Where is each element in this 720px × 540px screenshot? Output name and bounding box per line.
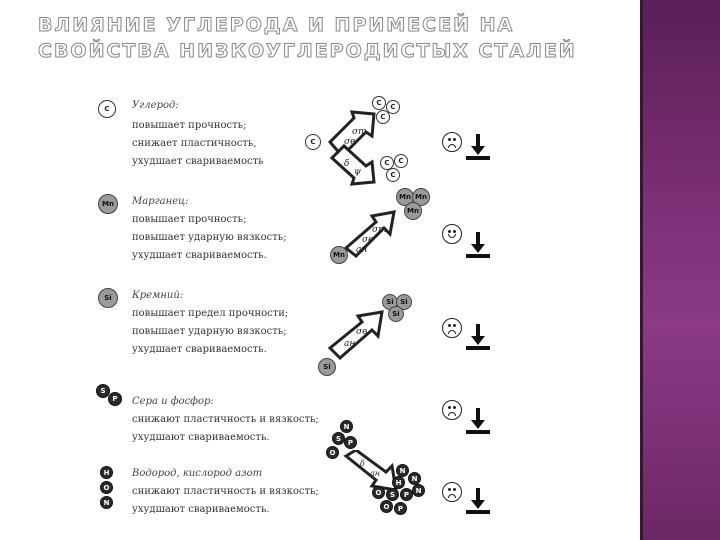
sulfur-symbol: S [335,434,342,443]
oxygen-symbol: O [383,502,390,511]
hon-name: Водород, кислород азот [132,468,263,479]
silicon-symbol: Si [400,298,408,306]
phosphorus-atom-icon [108,392,122,406]
carbon-line-1: повышает прочность; [132,120,247,131]
sulfur-symbol: S [100,387,106,395]
arrow-label-sv: σв [362,235,374,245]
silicon-symbol: Si [323,363,331,371]
phosphorus-atom-icon [344,436,357,449]
hon-line-1: снижают пластичность и вязкость; [132,486,319,497]
silicon-symbol: Si [104,294,112,302]
nitrogen-atom-icon [412,484,425,497]
nitrogen-symbol: N [343,422,350,431]
carbon-symbol: C [380,113,386,121]
arrow-label-delta: δ [360,459,365,468]
carbon-atom-icon [394,154,408,168]
carbon-atom-icon [305,134,321,150]
hydrogen-symbol: H [395,478,402,487]
sulfur-atom-icon [386,488,399,501]
manganese-row [90,188,520,278]
silicon-symbol: Si [392,310,400,318]
phosphorus-symbol: P [112,395,118,403]
title-line-2: СВОЙСТВА НИЗКОУГЛЕРОДИСТЫХ СТАЛЕЙ [38,40,577,62]
oxygen-atom-icon [380,500,393,513]
oxygen-symbol: O [329,448,336,457]
carbon-atom-icon [386,168,400,182]
nitrogen-symbol: N [415,486,422,495]
nitrogen-atom-icon [100,496,113,509]
sulfur-phosphorus-row [90,384,520,460]
carbon-atom-icon [98,100,116,118]
silicon-atom-icon [388,306,404,322]
arrow-label-sv: σв [344,137,356,147]
down-arrow-icon [466,488,490,514]
phosphorus-atom-icon [394,502,407,515]
silicon-line-2: повышает ударную вязкость; [132,326,287,337]
silicon-atom-icon [98,288,118,308]
oxygen-atom-icon [372,486,385,499]
silicon-name: Кремний: [132,290,184,301]
arrow-label-an: aн [370,469,381,478]
arrow-label-st: σт [372,225,387,235]
nitrogen-symbol: N [103,498,110,507]
carbon-atom-icon [376,110,390,124]
carbon-line-2: снижает пластичность, [132,138,257,149]
carbon-symbol: C [104,105,110,113]
nitrogen-atom-icon [340,420,353,433]
carbon-symbol: C [310,138,316,146]
manganese-line-2: повышает ударную вязкость; [132,232,287,243]
manganese-symbol: Mn [399,193,411,201]
manganese-atom-icon [330,246,348,264]
sad-face-icon [442,400,462,420]
sad-face-icon [442,318,462,338]
oxygen-symbol: O [103,483,110,492]
nitrogen-symbol: N [411,474,418,483]
down-arrow-icon [466,324,490,350]
carbon-symbol: C [390,171,396,179]
down-arrow-icon [466,232,490,258]
sad-face-icon [442,132,462,152]
hon-line-2: ухудшают свариваемость. [132,504,270,515]
sulfur-symbol: S [389,490,396,499]
scanned-figure [90,88,520,528]
slide-title [38,12,598,64]
sp-name: Сера и фосфор: [132,396,214,407]
hydrogen-atom-icon [100,466,113,479]
silicon-line-1: повышает предел прочности; [132,308,289,319]
manganese-name: Марганец: [132,196,189,207]
hydrogen-atom-icon [392,476,405,489]
hon-row [90,459,520,528]
phosphorus-symbol: P [397,504,404,513]
manganese-line-1: повышает прочность; [132,214,247,225]
arrow-label-an: aн [344,339,356,349]
manganese-atom-icon [98,194,118,214]
carbon-atom-icon [372,96,386,110]
carbon-symbol: C [398,157,404,165]
manganese-symbol: Mn [102,200,114,208]
carbon-line-3: ухудшает свариваемость [132,156,264,167]
up-arrow-icon [342,208,398,258]
phosphorus-symbol: P [403,490,410,499]
title-line-1: ВЛИЯНИЕ УГЛЕРОДА И ПРИМЕСЕЙ НА [38,14,515,36]
down-arrow-icon [466,134,490,160]
arrow-label-st: σт [352,127,367,137]
manganese-symbol: Mn [415,193,427,201]
oxygen-atom-icon [326,446,339,459]
hydrogen-symbol: H [103,468,110,477]
phosphorus-symbol: P [347,438,354,447]
silicon-row [90,284,520,374]
silicon-symbol: Si [386,298,394,306]
arrow-label-psi: ψ [354,167,362,177]
manganese-atom-icon [404,202,422,220]
sp-line-1: снижают пластичность и вязкость; [132,414,319,425]
carbon-name: Углерод: [132,100,179,111]
happy-face-icon [442,224,462,244]
arrow-label-an: aн [356,245,368,255]
carbon-symbol: C [390,103,396,111]
arrow-label-delta: δ [344,159,350,169]
sp-line-2: ухудшают свариваемость. [132,432,270,443]
arrow-label-sv: σв [356,327,368,337]
oxygen-symbol: O [375,488,382,497]
oxygen-atom-icon [100,481,113,494]
up-arrow-icon [326,308,386,362]
manganese-symbol: Mn [407,207,419,215]
silicon-line-3: ухудшает свариваемость. [132,344,267,355]
down-arrow-icon [466,408,490,434]
sad-face-icon [442,482,462,502]
carbon-symbol: C [384,159,390,167]
carbon-symbol: C [376,99,382,107]
carbon-row [90,94,520,184]
silicon-atom-icon [318,358,336,376]
nitrogen-symbol: N [399,466,406,475]
manganese-symbol: Mn [333,251,345,259]
manganese-line-3: ухудшает свариваемость. [132,250,267,261]
up-arrow-icon [322,108,382,190]
accent-bar [640,0,720,540]
